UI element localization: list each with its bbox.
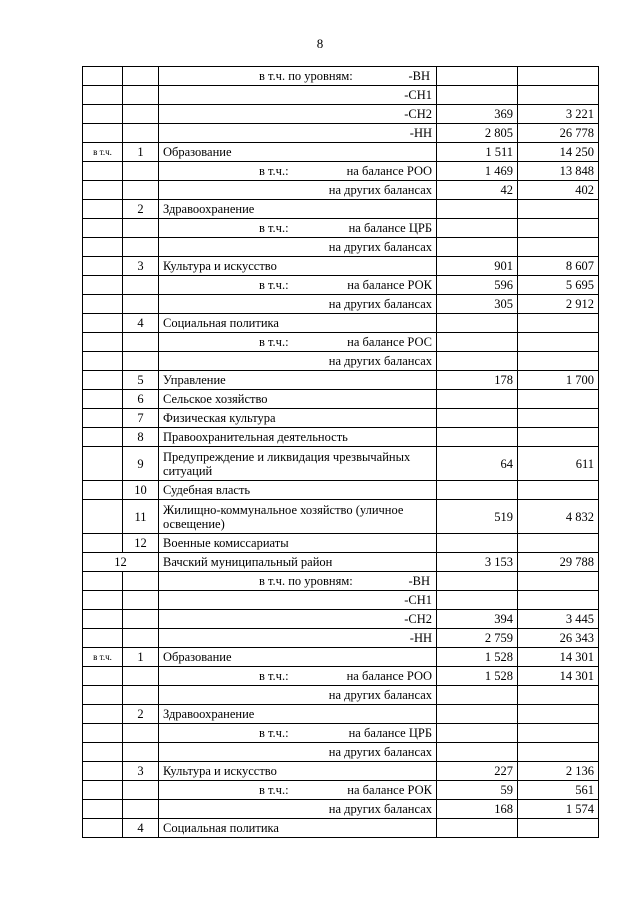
label-split <box>163 69 432 83</box>
budget-table <box>82 66 599 838</box>
label-suffix: на балансе РОО <box>346 669 432 683</box>
value-cell-1: 59 <box>437 781 518 800</box>
label-suffix: на балансе РОС <box>347 335 432 349</box>
item-number-cell <box>123 86 159 105</box>
group-cell <box>83 819 123 838</box>
row-number-cell: 12 <box>83 553 159 572</box>
group-cell <box>83 572 123 591</box>
value-cell-1: 305 <box>437 295 518 314</box>
value-cell-2: 14 301 <box>518 648 599 667</box>
table-row <box>83 200 599 219</box>
group-cell <box>83 743 123 762</box>
label-cell: Здравоохранение <box>159 200 437 219</box>
label-prefix: в т.ч.: <box>259 221 289 235</box>
value-cell-2 <box>518 409 599 428</box>
value-cell-2: 402 <box>518 181 599 200</box>
table-row <box>83 447 599 481</box>
item-number-cell: 2 <box>123 200 159 219</box>
value-cell-1 <box>437 67 518 86</box>
group-cell <box>83 105 123 124</box>
label-cell: -НН <box>159 629 437 648</box>
item-number-cell: 1 <box>123 143 159 162</box>
label-cell: Управление <box>159 371 437 390</box>
value-cell-1: 369 <box>437 105 518 124</box>
item-number-cell <box>123 591 159 610</box>
group-cell <box>83 200 123 219</box>
label-cell <box>159 333 437 352</box>
label-prefix: в т.ч.: <box>259 669 289 683</box>
label-cell: на других балансах <box>159 238 437 257</box>
table-row <box>83 86 599 105</box>
group-cell <box>83 371 123 390</box>
group-cell <box>83 629 123 648</box>
label-cell: Судебная власть <box>159 481 437 500</box>
table-row <box>83 781 599 800</box>
item-number-cell <box>123 572 159 591</box>
table-row <box>83 67 599 86</box>
label-cell <box>159 276 437 295</box>
value-cell-2: 5 695 <box>518 276 599 295</box>
value-cell-1 <box>437 743 518 762</box>
label-split <box>163 221 432 235</box>
item-number-cell: 2 <box>123 705 159 724</box>
table-row <box>83 371 599 390</box>
value-cell-1 <box>437 428 518 447</box>
label-cell: Социальная политика <box>159 819 437 838</box>
label-cell: на других балансах <box>159 686 437 705</box>
label-split <box>163 574 432 588</box>
label-split <box>163 783 432 797</box>
table-body <box>83 67 599 838</box>
item-number-cell <box>123 219 159 238</box>
value-cell-2: 3 445 <box>518 610 599 629</box>
table-row <box>83 238 599 257</box>
label-cell: -СН2 <box>159 610 437 629</box>
value-cell-1 <box>437 333 518 352</box>
label-suffix: -ВН <box>408 69 430 83</box>
page-number: 8 <box>316 36 324 51</box>
value-cell-2: 561 <box>518 781 599 800</box>
table-row <box>83 481 599 500</box>
value-cell-2: 2 136 <box>518 762 599 781</box>
label-cell <box>159 67 437 86</box>
label-cell: -СН1 <box>159 86 437 105</box>
label-cell <box>159 162 437 181</box>
label-cell: на других балансах <box>159 352 437 371</box>
value-cell-2 <box>518 724 599 743</box>
value-cell-2: 14 301 <box>518 667 599 686</box>
value-cell-1: 1 528 <box>437 667 518 686</box>
item-number-cell: 4 <box>123 314 159 333</box>
group-cell <box>83 333 123 352</box>
group-cell <box>83 686 123 705</box>
item-number-cell <box>123 295 159 314</box>
value-cell-1 <box>437 352 518 371</box>
label-cell: -НН <box>159 124 437 143</box>
group-cell <box>83 534 123 553</box>
table-row <box>83 295 599 314</box>
label-cell: -СН2 <box>159 105 437 124</box>
group-cell <box>83 314 123 333</box>
item-number-cell <box>123 724 159 743</box>
table-row <box>83 800 599 819</box>
label-cell: Здравоохранение <box>159 705 437 724</box>
group-cell <box>83 276 123 295</box>
value-cell-2 <box>518 200 599 219</box>
group-cell <box>83 352 123 371</box>
item-number-cell <box>123 352 159 371</box>
group-cell <box>83 667 123 686</box>
value-cell-2: 1 700 <box>518 371 599 390</box>
value-cell-2 <box>518 572 599 591</box>
value-cell-2 <box>518 333 599 352</box>
label-cell: Культура и искусство <box>159 762 437 781</box>
group-cell <box>83 181 123 200</box>
table-row <box>83 819 599 838</box>
group-cell <box>83 610 123 629</box>
value-cell-1: 394 <box>437 610 518 629</box>
item-number-cell <box>123 743 159 762</box>
value-cell-2 <box>518 352 599 371</box>
value-cell-2: 3 221 <box>518 105 599 124</box>
label-split <box>163 335 432 349</box>
group-cell <box>83 762 123 781</box>
group-cell <box>83 705 123 724</box>
table-row <box>83 648 599 667</box>
label-cell: Правоохранительная деятельность <box>159 428 437 447</box>
table-row <box>83 572 599 591</box>
table-row <box>83 610 599 629</box>
value-cell-1: 1 511 <box>437 143 518 162</box>
label-prefix: в т.ч.: <box>259 335 289 349</box>
label-cell: Социальная политика <box>159 314 437 333</box>
value-cell-1 <box>437 219 518 238</box>
table-row <box>83 591 599 610</box>
value-cell-1: 2 805 <box>437 124 518 143</box>
label-cell <box>159 781 437 800</box>
group-cell <box>83 591 123 610</box>
value-cell-1 <box>437 481 518 500</box>
table-row <box>83 762 599 781</box>
group-cell <box>83 781 123 800</box>
value-cell-2 <box>518 591 599 610</box>
value-cell-2 <box>518 219 599 238</box>
item-number-cell <box>123 333 159 352</box>
value-cell-2 <box>518 743 599 762</box>
item-number-cell: 3 <box>123 257 159 276</box>
group-cell <box>83 409 123 428</box>
value-cell-2 <box>518 314 599 333</box>
label-cell: Сельское хозяйство <box>159 390 437 409</box>
label-cell: Культура и искусство <box>159 257 437 276</box>
item-number-cell <box>123 238 159 257</box>
value-cell-1: 901 <box>437 257 518 276</box>
value-cell-1 <box>437 314 518 333</box>
item-number-cell: 9 <box>123 447 159 481</box>
value-cell-2: 4 832 <box>518 500 599 534</box>
value-cell-1 <box>437 572 518 591</box>
table-row <box>83 553 599 572</box>
table-row <box>83 105 599 124</box>
value-cell-2: 14 250 <box>518 143 599 162</box>
item-number-cell: 10 <box>123 481 159 500</box>
value-cell-1: 1 469 <box>437 162 518 181</box>
value-cell-1: 168 <box>437 800 518 819</box>
item-number-cell <box>123 800 159 819</box>
table-row <box>83 124 599 143</box>
value-cell-2 <box>518 819 599 838</box>
label-cell: Предупреждение и ликвидация чрезвычайных ситуаций <box>159 447 437 481</box>
label-suffix: на балансе РОК <box>347 278 432 292</box>
group-cell <box>83 257 123 276</box>
value-cell-2: 1 574 <box>518 800 599 819</box>
item-number-cell <box>123 181 159 200</box>
table-row <box>83 314 599 333</box>
label-prefix: в т.ч.: <box>259 164 289 178</box>
group-cell <box>83 67 123 86</box>
value-cell-1: 519 <box>437 500 518 534</box>
group-cell: в т.ч. <box>83 143 123 162</box>
value-cell-2: 26 778 <box>518 124 599 143</box>
label-cell: Физическая культура <box>159 409 437 428</box>
group-cell <box>83 390 123 409</box>
item-number-cell <box>123 610 159 629</box>
item-number-cell <box>123 276 159 295</box>
label-cell: на других балансах <box>159 181 437 200</box>
table-row <box>83 143 599 162</box>
label-suffix: на балансе РОО <box>346 164 432 178</box>
group-cell <box>83 86 123 105</box>
value-cell-1 <box>437 591 518 610</box>
value-cell-2 <box>518 705 599 724</box>
table-row <box>83 390 599 409</box>
label-cell: -СН1 <box>159 591 437 610</box>
item-number-cell <box>123 105 159 124</box>
label-cell <box>159 572 437 591</box>
label-cell <box>159 667 437 686</box>
label-cell: на других балансах <box>159 800 437 819</box>
group-cell: в т.ч. <box>83 648 123 667</box>
group-cell <box>83 219 123 238</box>
value-cell-1 <box>437 238 518 257</box>
item-number-cell: 8 <box>123 428 159 447</box>
group-cell <box>83 500 123 534</box>
value-cell-1: 178 <box>437 371 518 390</box>
value-cell-1 <box>437 390 518 409</box>
value-cell-1: 42 <box>437 181 518 200</box>
item-number-cell: 3 <box>123 762 159 781</box>
value-cell-1: 2 759 <box>437 629 518 648</box>
value-cell-2 <box>518 686 599 705</box>
label-prefix: в т.ч.: <box>259 278 289 292</box>
label-suffix: -ВН <box>408 574 430 588</box>
value-cell-1 <box>437 705 518 724</box>
item-number-cell: 11 <box>123 500 159 534</box>
label-prefix: в т.ч. по уровням: <box>259 69 353 83</box>
table-row <box>83 629 599 648</box>
value-cell-2 <box>518 390 599 409</box>
label-split <box>163 726 432 740</box>
value-cell-1: 596 <box>437 276 518 295</box>
item-number-cell: 7 <box>123 409 159 428</box>
table-row <box>83 352 599 371</box>
value-cell-2 <box>518 534 599 553</box>
label-prefix: в т.ч.: <box>259 726 289 740</box>
table-row <box>83 333 599 352</box>
group-cell <box>83 447 123 481</box>
label-cell <box>159 724 437 743</box>
value-cell-1 <box>437 819 518 838</box>
label-split <box>163 164 432 178</box>
label-prefix: в т.ч.: <box>259 783 289 797</box>
group-cell <box>83 295 123 314</box>
label-cell: на других балансах <box>159 295 437 314</box>
table-row <box>83 686 599 705</box>
value-cell-2: 26 343 <box>518 629 599 648</box>
table-row <box>83 162 599 181</box>
table-row <box>83 534 599 553</box>
table-row <box>83 667 599 686</box>
label-cell <box>159 219 437 238</box>
label-cell: Жилищно-коммунальное хозяйство (уличное освещение) <box>159 500 437 534</box>
item-number-cell: 1 <box>123 648 159 667</box>
item-number-cell <box>123 781 159 800</box>
table-row <box>83 276 599 295</box>
item-number-cell <box>123 686 159 705</box>
item-number-cell: 4 <box>123 819 159 838</box>
value-cell-1: 64 <box>437 447 518 481</box>
table-row <box>83 409 599 428</box>
item-number-cell <box>123 667 159 686</box>
value-cell-1 <box>437 724 518 743</box>
value-cell-2: 29 788 <box>518 553 599 572</box>
value-cell-1 <box>437 409 518 428</box>
value-cell-1: 227 <box>437 762 518 781</box>
group-cell <box>83 800 123 819</box>
label-prefix: в т.ч. по уровням: <box>259 574 353 588</box>
item-number-cell: 5 <box>123 371 159 390</box>
group-cell <box>83 428 123 447</box>
group-cell <box>83 481 123 500</box>
value-cell-1 <box>437 200 518 219</box>
value-cell-2 <box>518 428 599 447</box>
table-row <box>83 219 599 238</box>
group-cell <box>83 162 123 181</box>
item-number-cell: 12 <box>123 534 159 553</box>
label-suffix: на балансе ЦРБ <box>348 221 432 235</box>
value-cell-1: 1 528 <box>437 648 518 667</box>
table-row <box>83 257 599 276</box>
label-cell: Образование <box>159 648 437 667</box>
group-cell <box>83 724 123 743</box>
value-cell-2 <box>518 238 599 257</box>
value-cell-2 <box>518 86 599 105</box>
value-cell-2: 13 848 <box>518 162 599 181</box>
item-number-cell <box>123 124 159 143</box>
label-split <box>163 669 432 683</box>
table-row <box>83 705 599 724</box>
item-number-cell <box>123 67 159 86</box>
value-cell-2: 8 607 <box>518 257 599 276</box>
table-row <box>83 724 599 743</box>
label-cell: Образование <box>159 143 437 162</box>
table-row <box>83 500 599 534</box>
item-number-cell: 6 <box>123 390 159 409</box>
group-cell <box>83 238 123 257</box>
value-cell-2 <box>518 481 599 500</box>
table-row <box>83 181 599 200</box>
label-suffix: на балансе РОК <box>347 783 432 797</box>
value-cell-1: 3 153 <box>437 553 518 572</box>
value-cell-1 <box>437 86 518 105</box>
label-cell: Военные комиссариаты <box>159 534 437 553</box>
value-cell-1 <box>437 686 518 705</box>
label-cell: Вачский муниципальный район <box>159 553 437 572</box>
label-suffix: на балансе ЦРБ <box>348 726 432 740</box>
item-number-cell <box>123 629 159 648</box>
value-cell-2 <box>518 67 599 86</box>
value-cell-2: 611 <box>518 447 599 481</box>
label-split <box>163 278 432 292</box>
label-cell: на других балансах <box>159 743 437 762</box>
item-number-cell <box>123 162 159 181</box>
value-cell-1 <box>437 534 518 553</box>
table-row <box>83 743 599 762</box>
group-cell <box>83 124 123 143</box>
table-row <box>83 428 599 447</box>
value-cell-2: 2 912 <box>518 295 599 314</box>
